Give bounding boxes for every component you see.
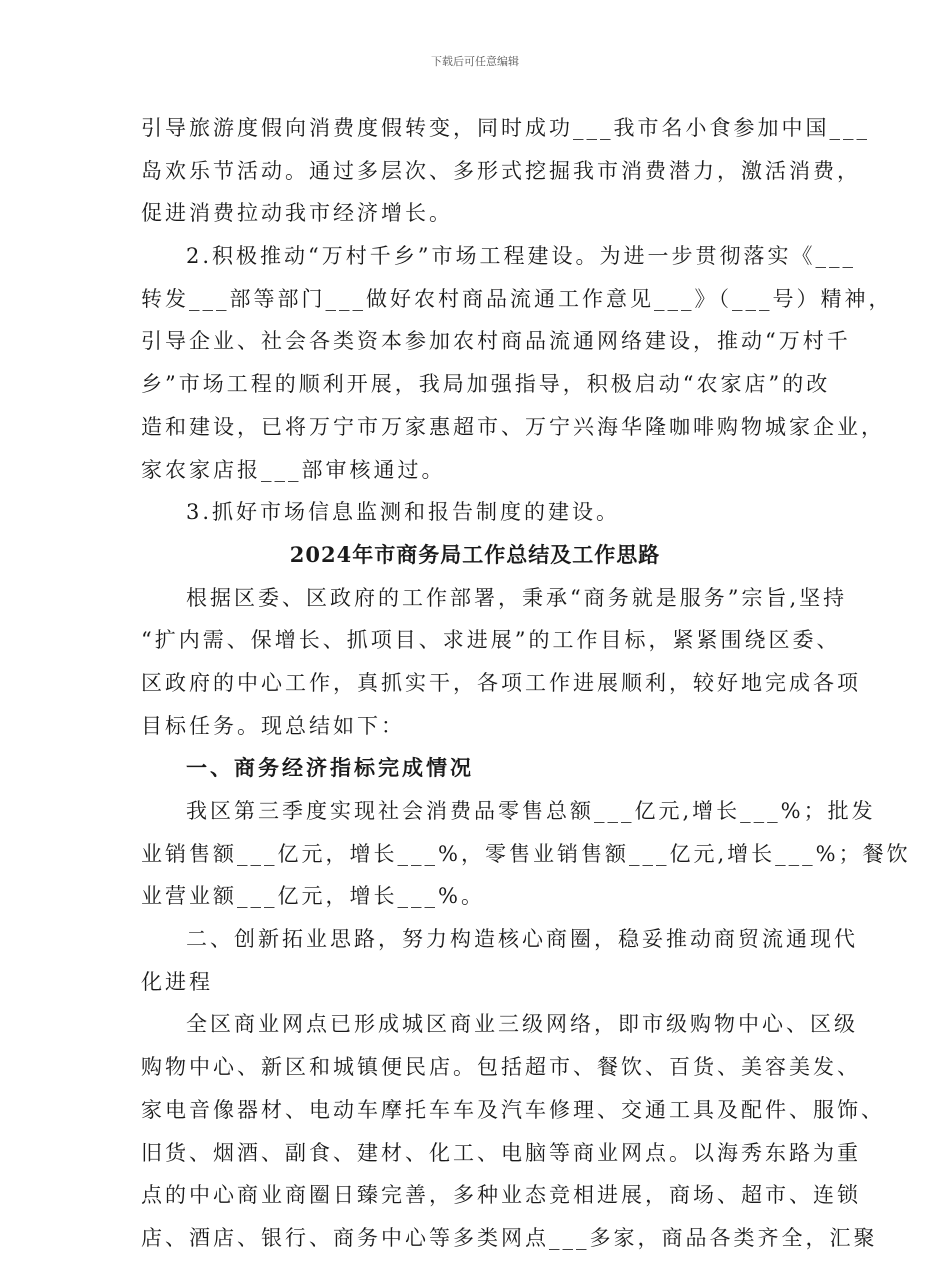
paragraph-line: 购物中心、新区和城镇便民店。包括超市、餐饮、百货、美容美发、 — [141, 1055, 861, 1080]
paragraph-line: 根据区委、区政府的工作部署，秉承“商务就是服务”宗旨,坚持 — [186, 585, 848, 610]
paragraph-line: 乡”市场工程的顺利开展，我局加强指导，积极启动“农家店”的改 — [141, 372, 831, 397]
paragraph-line: 2.积极推动“万村千乡”市场工程建设。为进一步贯彻落实《___ — [186, 244, 857, 269]
paragraph-line: 家电音像器材、电动车摩托车车及汽车修理、交通工具及配件、服饰、 — [141, 1097, 885, 1122]
paragraph-line: 业营业额___亿元，增长___%。 — [141, 884, 485, 909]
paragraph-line: 转发___部等部门___做好农村商品流通工作意见___》（___号）精神， — [141, 286, 893, 311]
paragraph-line: 造和建设，已将万宁市万家惠超市、万宁兴海华隆咖啡购物城家企业， — [141, 414, 885, 439]
paragraph-line: 旧货、烟酒、副食、建材、化工、电脑等商业网点。以海秀东路为重 — [141, 1140, 861, 1165]
paragraph-line: 促进消费拉动我市经济增长。 — [141, 201, 453, 226]
paragraph-line: 岛欢乐节活动。通过多层次、多形式挖掘我市消费潜力，激活消费， — [141, 158, 861, 183]
paragraph-line: 全区商业网点已形成城区商业三级网络，即市级购物中心、区级 — [186, 1012, 858, 1037]
paragraph-line: 点的中心商业商圈日臻完善，多种业态竞相进展，商场、超市、连锁 — [141, 1183, 861, 1208]
paragraph-line: 引导旅游度假向消费度假转变，同时成功___我市名小食参加中国___ — [141, 116, 870, 140]
paragraph-line: 我区第三季度实现社会消费品零售总额___亿元,增长___%；批发 — [186, 799, 876, 823]
paragraph-line: 引导企业、社会各类资本参加农村商品流通网络建设，推动“万村千 — [141, 329, 851, 354]
document-body — [0, 110, 950, 1263]
download-note: 下载后可任意编辑 — [431, 55, 519, 68]
paragraph-line: 家农家店报___部审核通过。 — [141, 457, 446, 482]
paragraph-line: 3.抓好市场信息监测和报告制度的建设。 — [186, 500, 621, 525]
paragraph-line: 化进程 — [141, 969, 213, 994]
paragraph-line: 业销售额___亿元，增长___%，零售业销售额___亿元,增长___%；餐饮 — [141, 841, 911, 866]
paragraph-line: “扩内需、保增长、抓项目、求进展”的工作目标，紧紧围绕区委、 — [141, 628, 841, 653]
subsection-heading: 二、创新拓业思路，努力构造核心商圈，稳妥推动商贸流通现代 — [186, 927, 858, 952]
paragraph-line: 区政府的中心工作，真抓实干，各项工作进展顺利，较好地完成各项 — [141, 670, 861, 695]
subsection-heading: 一、商务经济指标完成情况 — [186, 755, 474, 781]
paragraph-line: 目标任务。现总结如下： — [141, 713, 405, 738]
paragraph-line: 店、酒店、银行、商务中心等多类网点___多家，商品各类齐全，汇聚 — [141, 1225, 878, 1250]
section-title: 2024年市商务局工作总结及工作思路 — [289, 541, 661, 567]
